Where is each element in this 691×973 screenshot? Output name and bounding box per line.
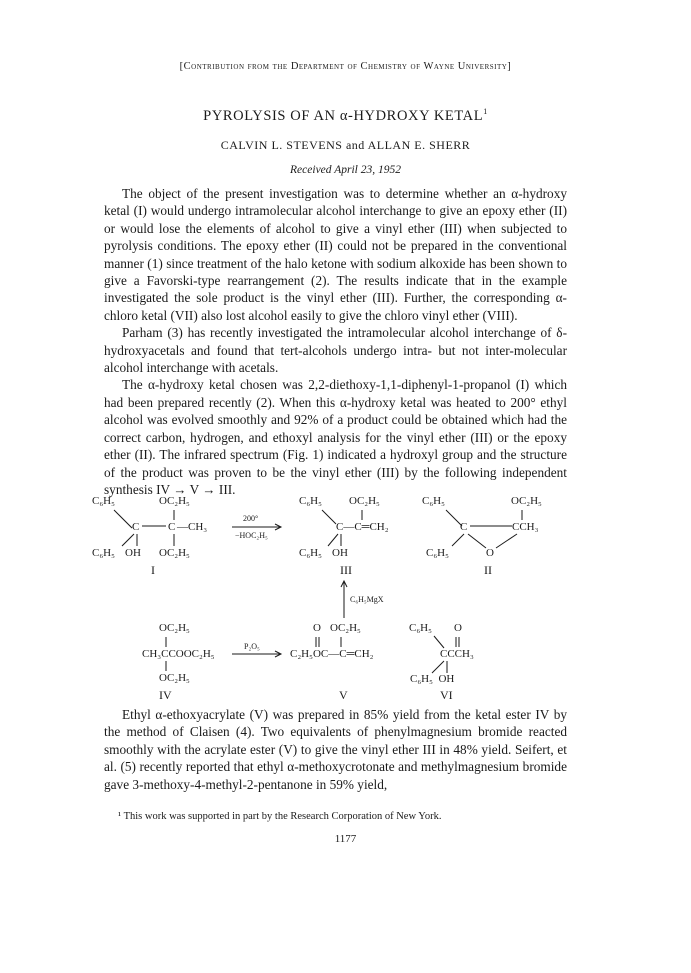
paragraph-1: The object of the present investigation was to determine whether an α-hydroxy ketal (I) would undergo intramolecular alcohol interchange to give an epoxy ether (II) or would lose the elements of alcohol to give a vinyl ether (III) when subjected to pyrolysis conditions. The epoxy ether (II) could not be prepared in the conventional manner (1) since treatment of the halo ketone with sodium alkoxide has been shown to give a Favorski-type rearrangement (2). The results indicate that in the example investigated the sole product is the vinyl ether (III). Further, the corresponding α-chloro ketal (VII) also lost alcohol easily to give the chloro vinyl ether (VIII). [104, 186, 567, 323]
compound-VI-phenyl-hydroxyl: C₆H₅ OH [410, 673, 455, 685]
condition-temperature: 200° [243, 514, 259, 523]
compound-II-epoxide-oxygen: O [486, 547, 494, 559]
compound-I-hydroxyl: OH [125, 547, 141, 559]
p2o5-arrow [232, 642, 281, 657]
paragraph-4: Ethyl α-ethoxyacrylate (V) was prepared in 85% yield from the ketal ester IV by the method of Claisen (4). Two equivalents of phenylmagnesium bromide reacted smoothly with the acrylate ester (V) to give the vinyl ether III in 48% yield. Seifert, et al. (5) recently reported that ethyl α-methoxycrotonate and methylmagnesium bromide gave 3-methoxy-4-methyl-2-pentanone in 59% yield, [104, 707, 567, 792]
compound-IV-ethoxy-top: OC₂H₅ [159, 622, 190, 634]
pyrolysis-arrow [232, 514, 281, 540]
compound-I-phenyl-top: C₆H₅ [92, 495, 115, 507]
intro-text [104, 185, 567, 498]
grignard-reagent: C₆H₅MgX [350, 595, 384, 604]
compound-VI-ketone: CCCH₃ [440, 648, 474, 660]
compound-III-ethoxy: OC₂H₅ [349, 495, 380, 507]
compound-II [422, 495, 542, 577]
compound-III [299, 495, 389, 577]
page-number: 1177 [334, 833, 357, 845]
received-date: Received April 23, 1952 [290, 164, 401, 176]
label-I: I [151, 563, 155, 577]
department-header: [Contribution from the Department of Chemistry of Wayne University] [179, 61, 512, 72]
compound-IV [142, 622, 215, 702]
compound-III-phenyl-top: C₆H₅ [299, 495, 322, 507]
p2o5-reagent: P₂O₅ [244, 642, 260, 651]
compound-VI-phenyl-top: C₆H₅ [409, 622, 432, 634]
compound-II-phenyl-top: C₆H₅ [422, 495, 445, 507]
label-II: II [484, 563, 492, 577]
label-VI: VI [440, 688, 453, 702]
compound-III-vinyl: C—C═CH₂ [336, 521, 389, 533]
compound-I [92, 495, 207, 577]
compound-VI-carbonyl-oxygen: O [454, 622, 462, 634]
title-footnote-mark: 1 [483, 107, 488, 116]
compound-I-phenyl-bottom: C₆H₅ [92, 547, 115, 559]
compound-VI [409, 622, 474, 702]
compound-III-hydroxyl: OH [332, 547, 348, 559]
compound-I-ethoxy-bottom: OC₂H₅ [159, 547, 190, 559]
compound-V-ethoxy: OC₂H₅ [330, 622, 361, 634]
compound-II-carbon-1: C [460, 521, 468, 533]
label-IV: IV [159, 688, 172, 702]
grignard-arrow [341, 581, 384, 618]
compound-III-phenyl-bottom: C₆H₅ [299, 547, 322, 559]
paragraph-2: Parham (3) has recently investigated the intramolecular alcohol interchange of δ-hydroxyacetals and found that tert-alcohols undergo intra- but not inter-molecular alcohol interchange with acetals. [104, 325, 567, 376]
compound-V-carbonyl-oxygen: O [313, 622, 321, 634]
compound-IV-ethoxy-bottom: OC₂H₅ [159, 672, 190, 684]
label-V: V [339, 688, 348, 702]
continuation-text [104, 706, 567, 793]
compound-V-acrylate: C₂H₅OC—C═CH₂ [290, 648, 374, 660]
compound-I-carbon-1: C [132, 521, 140, 533]
condition-loss: −HOC₂H₅ [235, 531, 268, 540]
authors-line: CALVIN L. STEVENS and ALLAN E. SHERR [220, 138, 471, 152]
compound-V [290, 622, 374, 702]
compound-I-carbon-2: C [168, 521, 176, 533]
reaction-scheme [92, 490, 584, 705]
title-text: PYROLYSIS OF AN α-HYDROXY KETAL [203, 107, 484, 124]
compound-I-methyl: —CH₃ [177, 521, 208, 533]
compound-II-carbon-2: CCH₃ [512, 521, 539, 533]
compound-IV-ester: CH₃CCOOC₂H₅ [142, 648, 215, 660]
compound-II-ethoxy: OC₂H₅ [511, 495, 542, 507]
paragraph-3: The α-hydroxy ketal chosen was 2,2-diethoxy-1,1-diphenyl-1-propanol (I) which had been prepared recently (2). When this α-hydroxy ketal was heated to 200° ethyl alcohol was evolved smoothly and 92% of a product could be obtained which had the correct carbon, hydrogen, and ethoxyl analysis for the vinyl ether (III) or the epoxy ether (II). The infrared spectrum (Fig. 1) indicated a hydroxyl group and the structure of the product was proven to be the vinyl ether (III) by the following independent synthesis IV → V → III. [104, 377, 567, 497]
footnote: ¹ This work was supported in part by the Research Corporation of New York. [118, 811, 442, 822]
compound-I-ethoxy-top: OC₂H₅ [159, 495, 190, 507]
article-title [0, 107, 691, 125]
label-III: III [340, 563, 352, 577]
compound-II-phenyl-bottom: C₆H₅ [426, 547, 449, 559]
